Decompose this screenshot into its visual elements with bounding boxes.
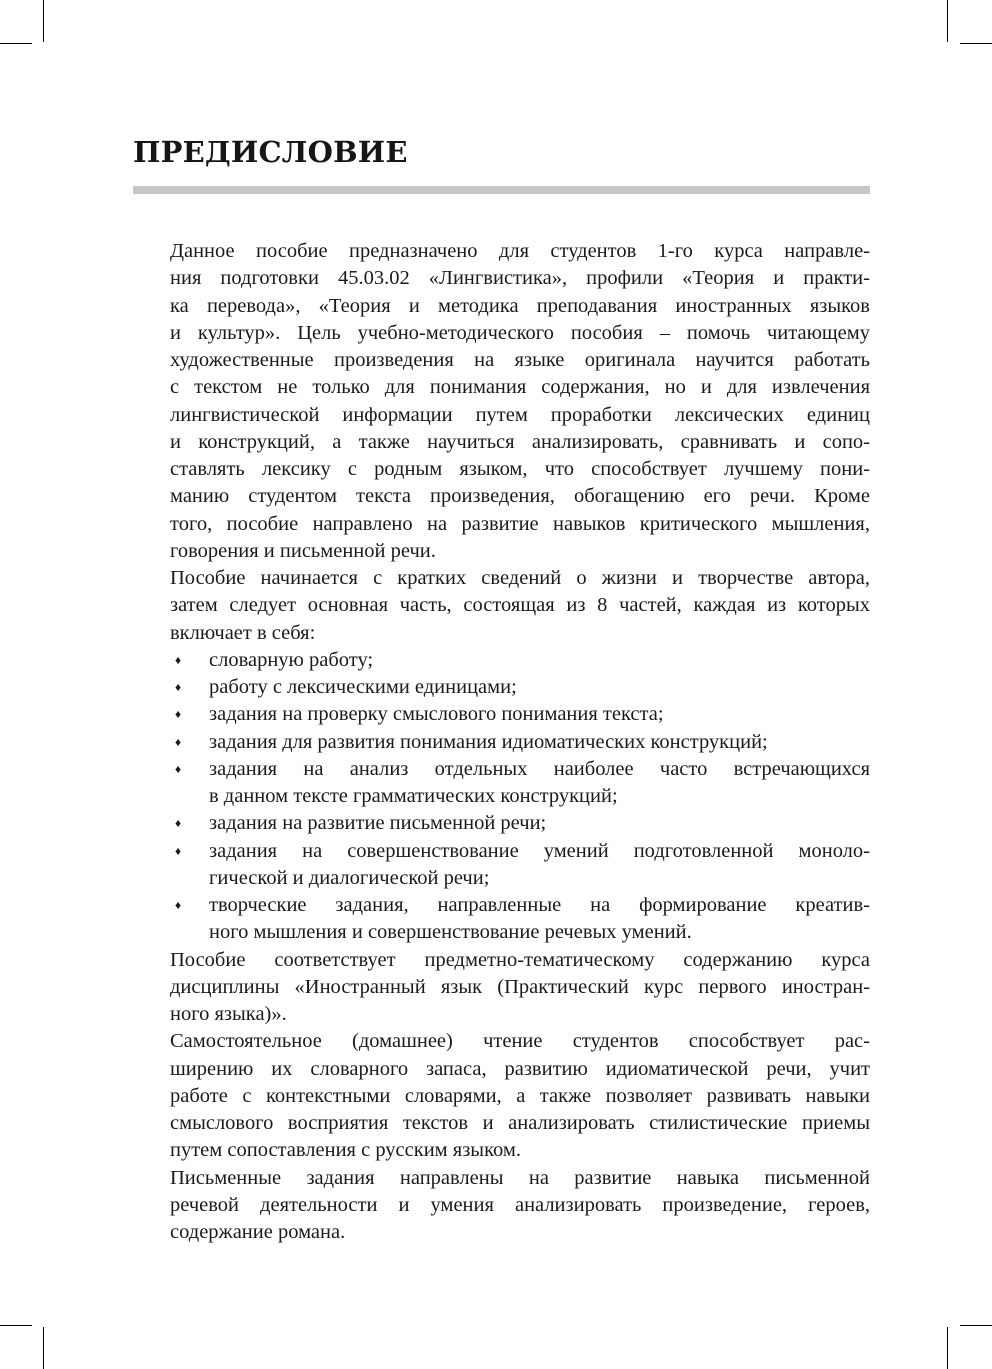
text-line: говорения и письменной речи. (170, 539, 436, 562)
crop-mark-top-left (43, 0, 44, 42)
paragraph (133, 947, 870, 1029)
crop-mark-bottom-right (947, 1327, 948, 1369)
text-line: Письменные задания направлены на развитие навыка письменной (170, 1166, 870, 1189)
text-line: задания на развитие письменной речи; (209, 812, 547, 835)
text-line: и конструкций, а также научиться анализировать, сравнивать и сопо- (170, 430, 870, 453)
text-line: того, пособие направлено на развитие навыков критического мышления, (170, 512, 870, 535)
paragraph (133, 565, 870, 647)
list-item (133, 701, 870, 728)
text-line: с текстом не только для понимания содержания, но и для извлечения (170, 376, 870, 399)
crop-mark-bottom-left (43, 1327, 44, 1369)
diamond-bullet-icon: ♦ (175, 898, 182, 912)
text-line: в данном тексте грамматических конструкций; (209, 785, 618, 807)
bullet-list (133, 647, 870, 947)
diamond-bullet-icon: ♦ (175, 680, 182, 694)
diamond-bullet-icon: ♦ (175, 734, 182, 749)
list-item (133, 674, 870, 701)
text-line: Пособие соответствует предметно-тематическому содержанию курса (170, 948, 870, 971)
crop-mark-bottom-right (960, 1325, 992, 1326)
heading-rule (133, 186, 870, 194)
text-line: содержание романа. (170, 1221, 346, 1243)
paragraph (133, 1028, 870, 1164)
crop-mark-top-right (947, 0, 948, 42)
crop-mark-bottom-left (0, 1325, 32, 1326)
text-line: ка перевода», «Теория и методика преподавания иностранных языков (170, 294, 870, 317)
list-item (133, 810, 870, 837)
text-line: смыслового восприятия текстов и анализировать стилистические приемы (170, 1112, 870, 1134)
text-line: художественные произведения на языке оригинала научится работать (170, 349, 870, 371)
paragraph (133, 1165, 870, 1247)
diamond-bullet-icon: ♦ (175, 707, 182, 722)
text-line: манию студентом текста произведения, обогащению его речи. Кроме (170, 485, 870, 508)
text-line: ного мышления и совершенствование речевых умений. (209, 921, 692, 944)
text-line: словарную работу; (209, 648, 374, 671)
list-item (133, 756, 870, 811)
text-line: творческие задания, направленные на формирование креатив- (209, 894, 870, 916)
text-line: Пособие начинается с кратких сведений о жизни и творчестве автора, (170, 567, 870, 589)
paragraph (133, 238, 870, 565)
text-line: ния подготовки 45.03.02 «Лингвистика», профили «Теория и практи- (170, 267, 870, 290)
text-line: ставлять лексику с родным языком, что способствует лучшему пони- (170, 458, 870, 480)
text-line: включает в себя: (170, 621, 316, 644)
diamond-bullet-icon: ♦ (175, 843, 182, 858)
text-line: ширению их словарного запаса, развитию идиоматической речи, учит (170, 1057, 870, 1080)
text-line: путем сопоставления с русским языком. (170, 1139, 521, 1162)
diamond-bullet-icon: ♦ (175, 816, 182, 831)
text-line: работу с лексическими единицами; (209, 676, 517, 698)
diamond-bullet-icon: ♦ (175, 652, 182, 667)
text-line: речевой деятельности и умения анализировать произведение, героев, (170, 1193, 870, 1216)
text-line: Данное пособие предназначено для студентов 1-го курса направле- (170, 240, 870, 262)
text-line: задания на проверку смыслового понимания текста; (209, 703, 664, 726)
text-line: задания для развития понимания идиоматических конструкций; (209, 730, 768, 753)
diamond-bullet-icon: ♦ (175, 761, 182, 776)
list-item (133, 647, 870, 674)
text-line: задания на анализ отдельных наиболее часто встречающихся (209, 757, 870, 780)
text-line: затем следует основная часть, состоящая из 8 частей, каждая из которых (170, 594, 870, 617)
text-line: дисциплины «Иностранный язык (Практический курс первого иностран- (170, 975, 870, 998)
text-line: задания на совершенствование умений подготовленной моноло- (209, 839, 870, 862)
text-line: работе с контекстными словарями, а также позволяет развивать навыки (170, 1084, 870, 1107)
text-line: и культур». Цель учебно-методического пособия – помочь читающему (170, 321, 870, 344)
list-item (133, 729, 870, 756)
text-line: ного языка)». (170, 1003, 287, 1025)
list-item (133, 892, 870, 947)
page-title: ПРЕДИСЛОВИЕ (133, 135, 408, 169)
list-item (133, 838, 870, 893)
text-line: Самостоятельное (домашнее) чтение студентов способствует рас- (170, 1030, 870, 1053)
crop-mark-top-left (0, 43, 32, 44)
text-line: гической и диалогической речи; (209, 866, 490, 889)
text-line: лингвистической информации путем проработки лексических единиц (170, 403, 870, 426)
document-body (133, 238, 870, 1246)
crop-mark-top-right (960, 43, 992, 44)
